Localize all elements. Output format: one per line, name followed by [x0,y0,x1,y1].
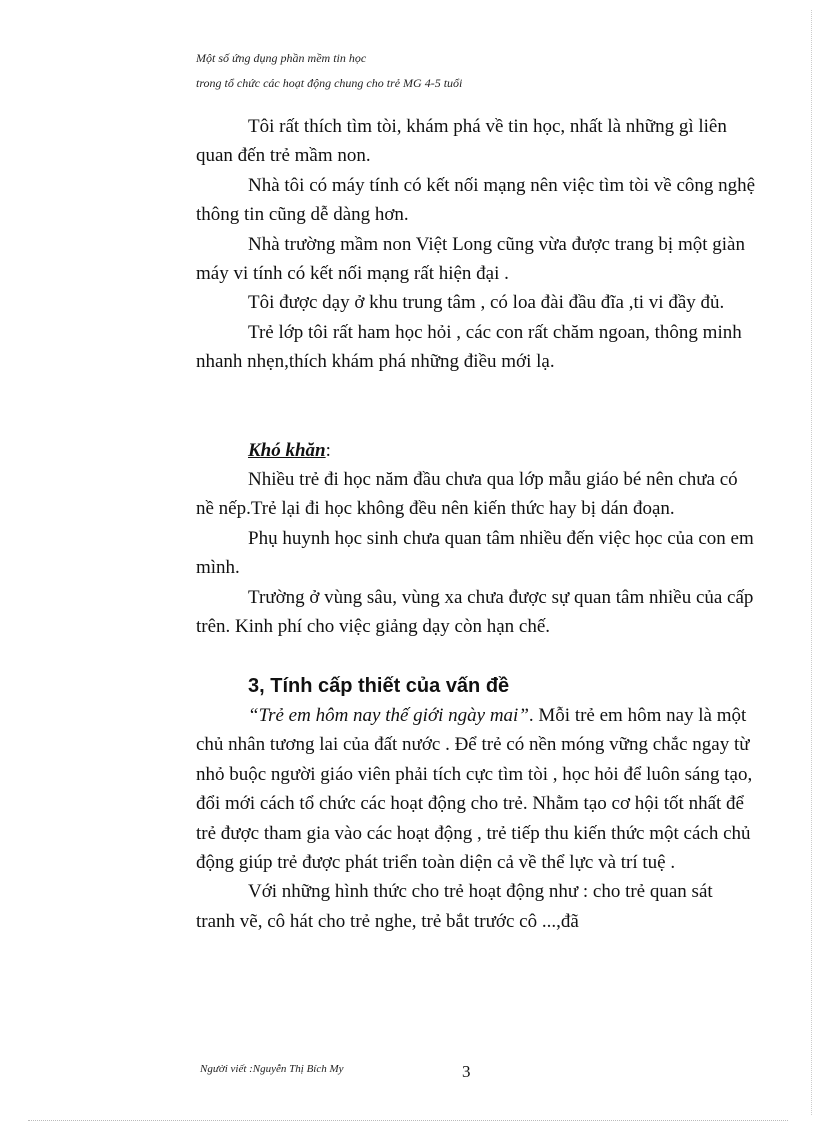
difficulty-paragraph-1: Nhiều trẻ đi học năm đầu chưa qua lớp mẫu giáo bé nên chưa có nề nếp.Trẻ lại đi học không đều nên kiến thức hay bị dán đoạn. [196,469,738,520]
urgency-paragraph-text: . Mỗi trẻ em hôm nay là một chủ nhân tương lai của đất nước . Để trẻ có nền móng vững chắc ngay từ nhỏ buộc người giáo viên phải tích cực tìm tòi , học hỏi để luôn sáng tạo, đổi mới cách tổ chức các hoạt động cho trẻ. Nhằm tạo cơ hội tốt nhất để trẻ được tham gia vào các hoạt động , trẻ tiếp thu kiến thức một cách chủ động giúp trẻ được phát triển toàn diện cả về thể lực và trí tuệ . [196,704,753,873]
intro-paragraph-5: Trẻ lớp tôi rất ham học hỏi , các con rất chăm ngoan, thông minh nhanh nhẹn,thích khám phá những điều mới lạ. [196,321,742,373]
intro-paragraph-3: Nhà trường mầm non Việt Long cũng vừa được trang bị một giàn máy vi tính có kết nối mạng rất hiện đại . [196,233,745,285]
right-dotted-rule [811,10,812,1115]
page-number: 3 [462,1062,471,1081]
bottom-dotted-rule [28,1120,788,1121]
urgency-paragraph [196,701,756,877]
footer-author: Người viết :Nguyễn Thị Bích My [200,1063,344,1075]
section-heading-urgency: 3, Tính cấp thiết của vấn đề [248,674,510,697]
header-line-2: trong tổ chức các hoạt động chung cho trẻ MG 4-5 tuổi [196,76,463,90]
difficulty-paragraph-2: Phụ huynh học sinh chưa quan tâm nhiều đến việc học của con em mình. [196,527,754,579]
difficulty-paragraph-3: Trường ở vùng sâu, vùng xa chưa được sự quan tâm nhiều của cấp trên. Kinh phí cho việc giảng dạy còn hạn chế. [196,586,754,638]
spacer [196,377,756,436]
difficulties-heading-line [196,436,756,465]
intro-paragraph-4: Tôi được dạy ở khu trung tâm , có loa đài đầu đĩa ,ti vi đầy đủ. [248,292,725,314]
spacer [196,642,756,672]
intro-paragraph-2: Nhà tôi có máy tính có kết nối mạng nên việc tìm tòi về công nghệ thông tin cũng dễ dàng hơn. [196,174,756,226]
activities-paragraph: Với những hình thức cho trẻ hoạt động như : cho trẻ quan sát tranh vẽ, cô hát cho trẻ nghe, trẻ bắt trước cô ...,đã [196,881,713,932]
intro-paragraph-1: Tôi rất thích tìm tòi, khám phá về tin học, nhất là những gì liên quan đến trẻ mầm non. [196,116,727,167]
header-line-1: Một số ứng dụng phần mềm tin học [196,51,367,65]
page-header [196,46,462,96]
difficulties-heading: Khó khăn [248,439,326,461]
document-body [196,112,756,936]
difficulties-heading-colon: : [325,439,331,461]
quote-text: “Trẻ em hôm nay thế giới ngày mai” [248,704,529,726]
